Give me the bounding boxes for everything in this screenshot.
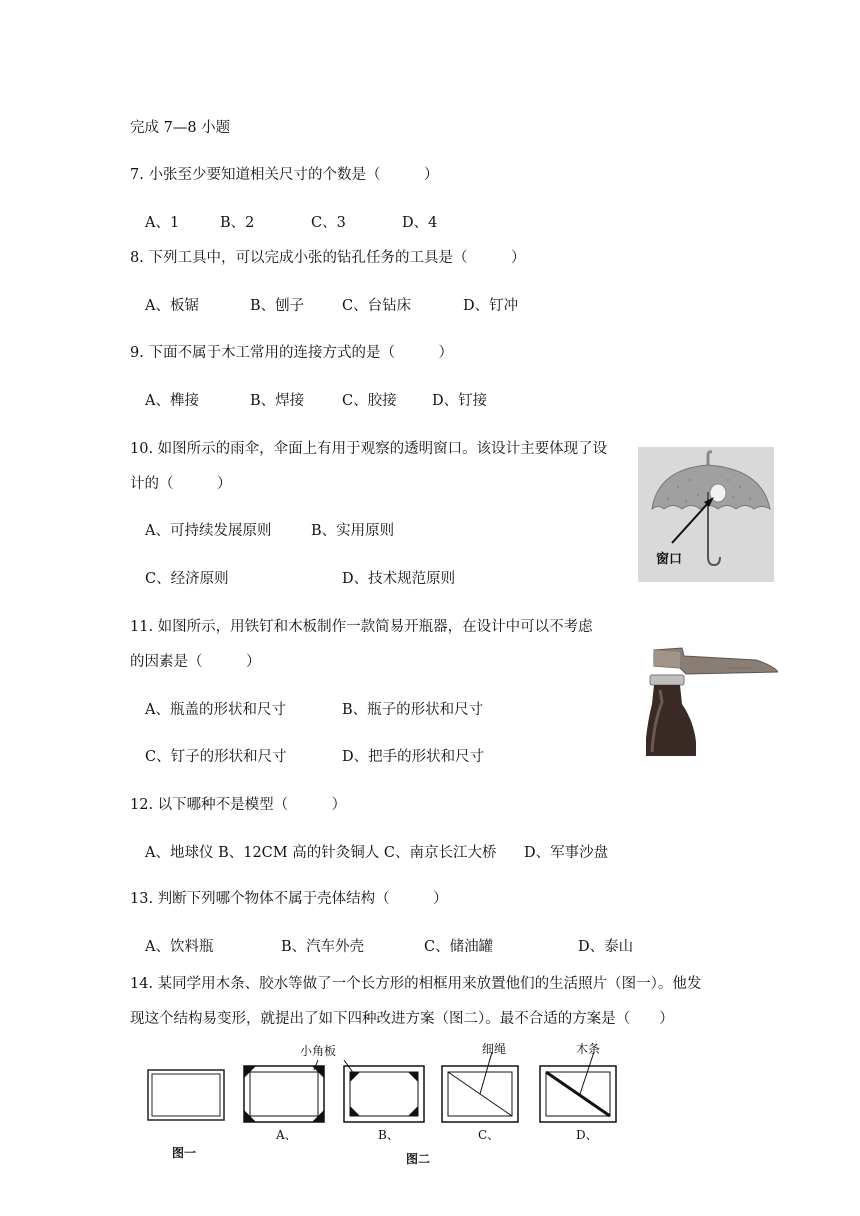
frame-option-a <box>244 1066 324 1122</box>
question-11-option-d: D、把手的形状和尺寸 <box>342 749 485 765</box>
question-9-option-a: A、榫接 <box>145 393 199 409</box>
question-9-option-c: C、胶接 <box>342 393 397 409</box>
question-9-option-d: D、钉接 <box>432 393 488 409</box>
question-14-stem-line2: 现这个结构易变形，就提出了如下四种改进方案（图二）。最不合适的方案是（ ） <box>130 1011 674 1027</box>
frame-d-label: D、 <box>576 1128 598 1142</box>
question-9-option-b: B、焊接 <box>250 393 305 409</box>
bottle-opener-photo <box>646 642 778 756</box>
umbrella-window-label: 窗口 <box>656 552 683 567</box>
question-8-option-c: C、台钻床 <box>342 298 412 314</box>
question-10-option-a: A、可持续发展原则 <box>145 523 272 539</box>
question-10-stem-line2: 计的（ ） <box>130 476 232 492</box>
question-7-option-b: B、2 <box>220 215 255 231</box>
question-10-option-b: B、实用原则 <box>311 523 395 539</box>
frame-b-label: B、 <box>378 1128 399 1142</box>
corner-plate-label: 小角板 <box>300 1044 337 1058</box>
question-13-option-a: A、饮料瓶 <box>145 939 214 955</box>
frame-option-d <box>540 1052 616 1122</box>
question-11-option-a: A、瓶盖的形状和尺寸 <box>145 702 286 718</box>
frame-a-label: A、 <box>276 1128 297 1142</box>
wood-strip-label: 木条 <box>576 1042 601 1056</box>
frame-figures <box>140 1040 640 1170</box>
question-7-stem: 7. 小张至少要知道相关尺寸的个数是（ ） <box>130 167 439 183</box>
frame-option-c <box>442 1052 518 1122</box>
question-7-option-d: D、4 <box>402 215 438 231</box>
figure-2-caption: 图二 <box>406 1152 431 1166</box>
question-13-option-d: D、泰山 <box>578 939 634 955</box>
bottle-opener-figure <box>646 642 778 756</box>
rope-label: 细绳 <box>482 1042 507 1056</box>
question-14-stem-line1: 14. 某同学用木条、胶水等做了一个长方形的相框用来放置他们的生活照片（图一）。他发 <box>130 976 702 992</box>
question-8-option-b: B、刨子 <box>250 298 305 314</box>
question-11-option-c: C、钉子的形状和尺寸 <box>145 749 287 765</box>
question-8-option-d: D、钉冲 <box>463 298 519 314</box>
frame-diagrams <box>140 1040 640 1170</box>
question-11-stem-line1: 11. 如图所示，用铁钉和木板制作一款简易开瓶器，在设计中可以不考虑 <box>130 619 593 635</box>
question-12-option-d: D、军事沙盘 <box>524 845 609 861</box>
question-10-stem-line1: 10. 如图所示的雨伞，伞面上有用于观察的透明窗口。该设计主要体现了设 <box>130 441 608 457</box>
figure-1-caption: 图一 <box>172 1146 197 1160</box>
frame-c-label: C、 <box>478 1128 500 1142</box>
question-7-option-c: C、3 <box>311 215 346 231</box>
question-13-stem: 13. 判断下列哪个物体不属于壳体结构（ ） <box>130 891 448 907</box>
question-8-stem: 8. 下列工具中，可以完成小张的钻孔任务的工具是（ ） <box>130 250 526 266</box>
question-10-option-c: C、经济原则 <box>145 571 229 587</box>
svg-text:~~~~~~: ~~~~~~ <box>728 666 754 672</box>
question-12-stem: 12. 以下哪种不是模型（ ） <box>130 797 347 813</box>
question-8-option-a: A、板锯 <box>145 298 199 314</box>
section-intro: 完成 7—8 小题 <box>130 120 231 136</box>
question-10-option-d: D、技术规范原则 <box>342 571 456 587</box>
frame-option-b <box>344 1066 424 1122</box>
question-9-stem: 9. 下面不属于木工常用的连接方式的是（ ） <box>130 345 453 361</box>
question-12-option-abc: A、地球仪 B、12CM 高的针灸铜人 C、南京长江大桥 <box>145 845 497 861</box>
question-13-option-c: C、储油罐 <box>424 939 494 955</box>
umbrella-figure <box>638 447 774 582</box>
question-11-stem-line2: 的因素是（ ） <box>130 654 261 670</box>
question-11-option-b: B、瓶子的形状和尺寸 <box>342 702 484 718</box>
question-13-option-b: B、汽车外壳 <box>281 939 365 955</box>
question-7-option-a: A、1 <box>145 215 180 231</box>
frame-fig1 <box>148 1070 224 1120</box>
